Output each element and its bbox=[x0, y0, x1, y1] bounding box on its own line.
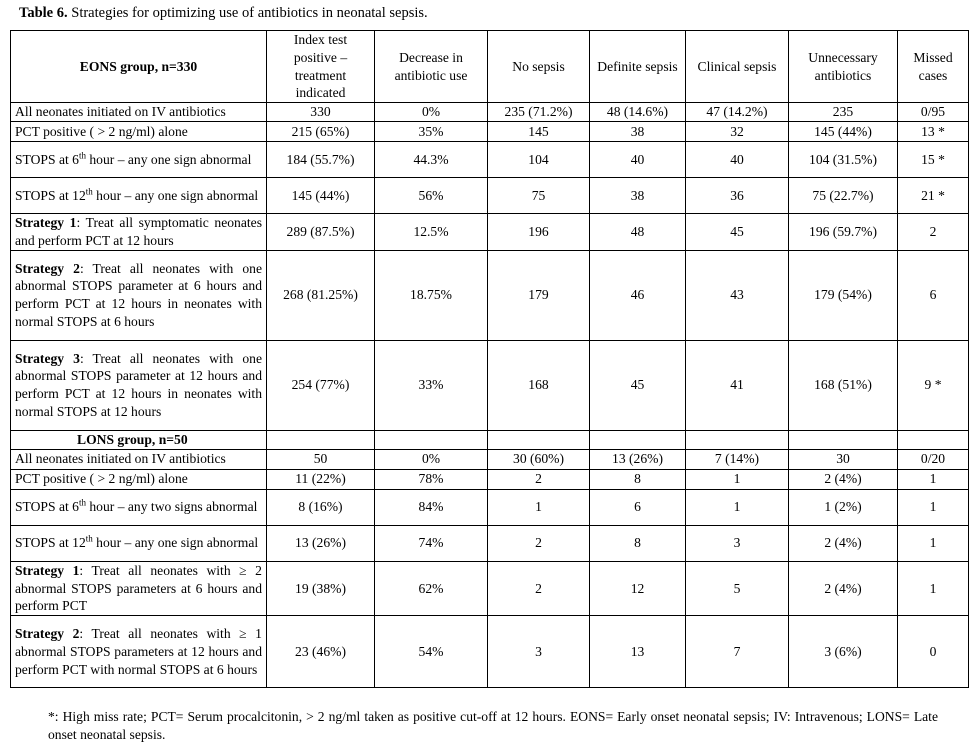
table-cell: 50 bbox=[267, 449, 375, 469]
table-cell: 0% bbox=[375, 449, 488, 469]
table-cell: 35% bbox=[375, 122, 488, 142]
lons-group-empty bbox=[686, 430, 789, 449]
table-cell: 40 bbox=[590, 142, 686, 178]
header-clinical-sepsis: Clinical sepsis bbox=[686, 31, 789, 103]
table-cell: 7 bbox=[686, 616, 789, 688]
table-cell: 13 (26%) bbox=[590, 449, 686, 469]
table-cell: 2 (4%) bbox=[789, 561, 898, 615]
table-cell: 8 bbox=[590, 469, 686, 489]
table-cell: 13 bbox=[590, 616, 686, 688]
header-index-test: Index test positive – treatment indicated bbox=[267, 31, 375, 103]
eons-row bbox=[11, 178, 969, 214]
table-cell: 1 bbox=[898, 525, 969, 561]
row-label-text: PCT positive ( > 2 ng/ml) alone bbox=[15, 471, 188, 487]
table-cell: 215 (65%) bbox=[267, 122, 375, 142]
table-cell: 3 bbox=[686, 525, 789, 561]
table-cell: 38 bbox=[590, 122, 686, 142]
table-cell: 30 (60%) bbox=[488, 449, 590, 469]
table-cell: 1 bbox=[686, 469, 789, 489]
lons-group-empty bbox=[789, 430, 898, 449]
table-cell: 168 (51%) bbox=[789, 340, 898, 430]
table-cell: 2 (4%) bbox=[789, 525, 898, 561]
table-cell: 104 bbox=[488, 142, 590, 178]
row-label-text: : Treat all neonates with ≥ 1 abnormal STOPS parameters at 12 hours and perform PCT with normal STOPS at 6 hours bbox=[15, 625, 262, 677]
row-label bbox=[11, 340, 267, 430]
table-cell: 84% bbox=[375, 489, 488, 525]
table-cell: 43 bbox=[686, 250, 789, 340]
table-cell: 38 bbox=[590, 178, 686, 214]
row-label bbox=[11, 178, 267, 214]
table-cell: 1 bbox=[898, 469, 969, 489]
table-cell: 104 (31.5%) bbox=[789, 142, 898, 178]
row-label-text: : Treat all symptomatic neonates and perform PCT at 12 hours bbox=[15, 215, 262, 248]
lons-row bbox=[11, 489, 969, 525]
table-cell: 8 bbox=[590, 525, 686, 561]
table-number: Table 6. bbox=[19, 5, 68, 21]
lons-row bbox=[11, 449, 969, 469]
lons-row bbox=[11, 561, 969, 615]
eons-row bbox=[11, 250, 969, 340]
table-cell: 19 (38%) bbox=[267, 561, 375, 615]
table-cell: 0/20 bbox=[898, 449, 969, 469]
lons-body bbox=[11, 449, 969, 687]
row-label-text: : Treat all neonates with one abnormal STOPS parameter at 6 hours and perform PCT at 12 hours in neonates with normal STOPS at 6 hours bbox=[15, 260, 262, 330]
table-cell: 254 (77%) bbox=[267, 340, 375, 430]
table-cell: 2 (4%) bbox=[789, 469, 898, 489]
table-cell: 15 * bbox=[898, 142, 969, 178]
table-cell: 0/95 bbox=[898, 103, 969, 122]
eons-row bbox=[11, 122, 969, 142]
table-cell: 45 bbox=[590, 340, 686, 430]
table-cell: 9 * bbox=[898, 340, 969, 430]
table-cell: 32 bbox=[686, 122, 789, 142]
table-cell: 145 (44%) bbox=[789, 122, 898, 142]
row-label bbox=[11, 122, 267, 142]
table-cell: 33% bbox=[375, 340, 488, 430]
strategy-name: Strategy 2 bbox=[15, 625, 80, 641]
table-cell: 330 bbox=[267, 103, 375, 122]
table-cell: 1 bbox=[686, 489, 789, 525]
table-cell: 46 bbox=[590, 250, 686, 340]
row-label-text: : Treat all neonates with one abnormal STOPS parameter at 12 hours and perform PCT at 12 hours in neonates with normal STOPS at 12 hours bbox=[15, 350, 262, 420]
table-cell: 36 bbox=[686, 178, 789, 214]
table-cell: 12.5% bbox=[375, 214, 488, 251]
row-label-text: : Treat all neonates with ≥ 2 abnormal STOPS parameters at 6 hours and perform PCT bbox=[15, 562, 262, 614]
table-cell: 5 bbox=[686, 561, 789, 615]
eons-row bbox=[11, 142, 969, 178]
header-no-sepsis: No sepsis bbox=[488, 31, 590, 103]
table-cell: 54% bbox=[375, 616, 488, 688]
table-cell: 56% bbox=[375, 178, 488, 214]
row-label bbox=[11, 214, 267, 251]
table-cell: 184 (55.7%) bbox=[267, 142, 375, 178]
strategy-name: Strategy 3 bbox=[15, 350, 80, 366]
table-cell: 75 bbox=[488, 178, 590, 214]
table-cell: 179 bbox=[488, 250, 590, 340]
lons-row bbox=[11, 469, 969, 489]
table-cell: 1 bbox=[488, 489, 590, 525]
row-label-text: STOPS at 6th hour – any two signs abnormal bbox=[15, 497, 258, 515]
table-cell: 2 bbox=[488, 525, 590, 561]
row-label bbox=[11, 616, 267, 688]
table-cell: 48 bbox=[590, 214, 686, 251]
header-definite-sepsis: Definite sepsis bbox=[590, 31, 686, 103]
table-cell: 289 (87.5%) bbox=[267, 214, 375, 251]
table-cell: 8 (16%) bbox=[267, 489, 375, 525]
strategy-name: Strategy 1 bbox=[15, 562, 80, 578]
lons-group-empty bbox=[375, 430, 488, 449]
table-cell: 44.3% bbox=[375, 142, 488, 178]
header-eons-group: EONS group, n=330 bbox=[11, 31, 267, 103]
row-label bbox=[11, 525, 267, 561]
eons-body bbox=[11, 103, 969, 431]
lons-group-empty bbox=[590, 430, 686, 449]
row-label-text: PCT positive ( > 2 ng/ml) alone bbox=[15, 123, 188, 139]
lons-row bbox=[11, 525, 969, 561]
table-cell: 196 bbox=[488, 214, 590, 251]
table-cell: 30 bbox=[789, 449, 898, 469]
row-label bbox=[11, 142, 267, 178]
row-label bbox=[11, 561, 267, 615]
table-cell: 45 bbox=[686, 214, 789, 251]
header-missed: Missed cases bbox=[898, 31, 969, 103]
eons-row bbox=[11, 214, 969, 251]
lons-group-empty bbox=[898, 430, 969, 449]
row-label bbox=[11, 103, 267, 122]
table-cell: 3 (6%) bbox=[789, 616, 898, 688]
table-cell: 0% bbox=[375, 103, 488, 122]
table-cell: 2 bbox=[488, 469, 590, 489]
header-row bbox=[11, 31, 969, 103]
strategies-table bbox=[10, 30, 969, 688]
table-cell: 13 * bbox=[898, 122, 969, 142]
row-label bbox=[11, 469, 267, 489]
table-cell: 6 bbox=[590, 489, 686, 525]
table-cell: 47 (14.2%) bbox=[686, 103, 789, 122]
table-cell: 1 bbox=[898, 561, 969, 615]
table-cell: 196 (59.7%) bbox=[789, 214, 898, 251]
table-cell: 1 (2%) bbox=[789, 489, 898, 525]
row-label-text: All neonates initiated on IV antibiotics bbox=[15, 451, 226, 467]
table-cell: 145 (44%) bbox=[267, 178, 375, 214]
table-cell: 235 bbox=[789, 103, 898, 122]
lons-row bbox=[11, 616, 969, 688]
table-cell: 2 bbox=[898, 214, 969, 251]
table-cell: 18.75% bbox=[375, 250, 488, 340]
table-cell: 6 bbox=[898, 250, 969, 340]
row-label-text: STOPS at 12th hour – any one sign abnormal bbox=[15, 533, 259, 551]
table-caption bbox=[19, 4, 428, 22]
table-cell: 11 (22%) bbox=[267, 469, 375, 489]
strategy-name: Strategy 1 bbox=[15, 215, 77, 231]
lons-group-row bbox=[11, 430, 969, 449]
table-cell: 41 bbox=[686, 340, 789, 430]
table-cell: 40 bbox=[686, 142, 789, 178]
strategy-name: Strategy 2 bbox=[15, 260, 80, 276]
lons-group-label: LONS group, n=50 bbox=[11, 430, 267, 449]
eons-row bbox=[11, 340, 969, 430]
table-cell: 1 bbox=[898, 489, 969, 525]
table-cell: 3 bbox=[488, 616, 590, 688]
table-cell: 2 bbox=[488, 561, 590, 615]
row-label-text: STOPS at 6th hour – any one sign abnormal bbox=[15, 150, 252, 167]
table-cell: 0 bbox=[898, 616, 969, 688]
lons-group-empty bbox=[488, 430, 590, 449]
table-cell: 23 (46%) bbox=[267, 616, 375, 688]
row-label-text: All neonates initiated on IV antibiotics bbox=[15, 104, 226, 120]
header-decrease: Decrease in antibiotic use bbox=[375, 31, 488, 103]
table-cell: 145 bbox=[488, 122, 590, 142]
table-cell: 7 (14%) bbox=[686, 449, 789, 469]
table-cell: 268 (81.25%) bbox=[267, 250, 375, 340]
table-cell: 168 bbox=[488, 340, 590, 430]
row-label bbox=[11, 449, 267, 469]
table-footnote: *: High miss rate; PCT= Serum procalcitonin, > 2 ng/ml taken as positive cut-off at 12 hours. EONS= Early onset neonatal sepsis; IV: Intravenous; LONS= Late onset neonatal sepsis. bbox=[48, 709, 938, 742]
row-label-text: STOPS at 12th hour – any one sign abnormal bbox=[15, 186, 259, 203]
table-title: Strategies for optimizing use of antibiotics in neonatal sepsis. bbox=[71, 5, 428, 21]
lons-group-empty bbox=[267, 430, 375, 449]
table-cell: 74% bbox=[375, 525, 488, 561]
table-cell: 62% bbox=[375, 561, 488, 615]
row-label bbox=[11, 489, 267, 525]
table-cell: 75 (22.7%) bbox=[789, 178, 898, 214]
table-cell: 12 bbox=[590, 561, 686, 615]
eons-row bbox=[11, 103, 969, 122]
table-cell: 48 (14.6%) bbox=[590, 103, 686, 122]
header-unnecessary: Unnecessary antibiotics bbox=[789, 31, 898, 103]
table-cell: 179 (54%) bbox=[789, 250, 898, 340]
table-cell: 235 (71.2%) bbox=[488, 103, 590, 122]
row-label bbox=[11, 250, 267, 340]
table-cell: 78% bbox=[375, 469, 488, 489]
table-cell: 21 * bbox=[898, 178, 969, 214]
table-cell: 13 (26%) bbox=[267, 525, 375, 561]
